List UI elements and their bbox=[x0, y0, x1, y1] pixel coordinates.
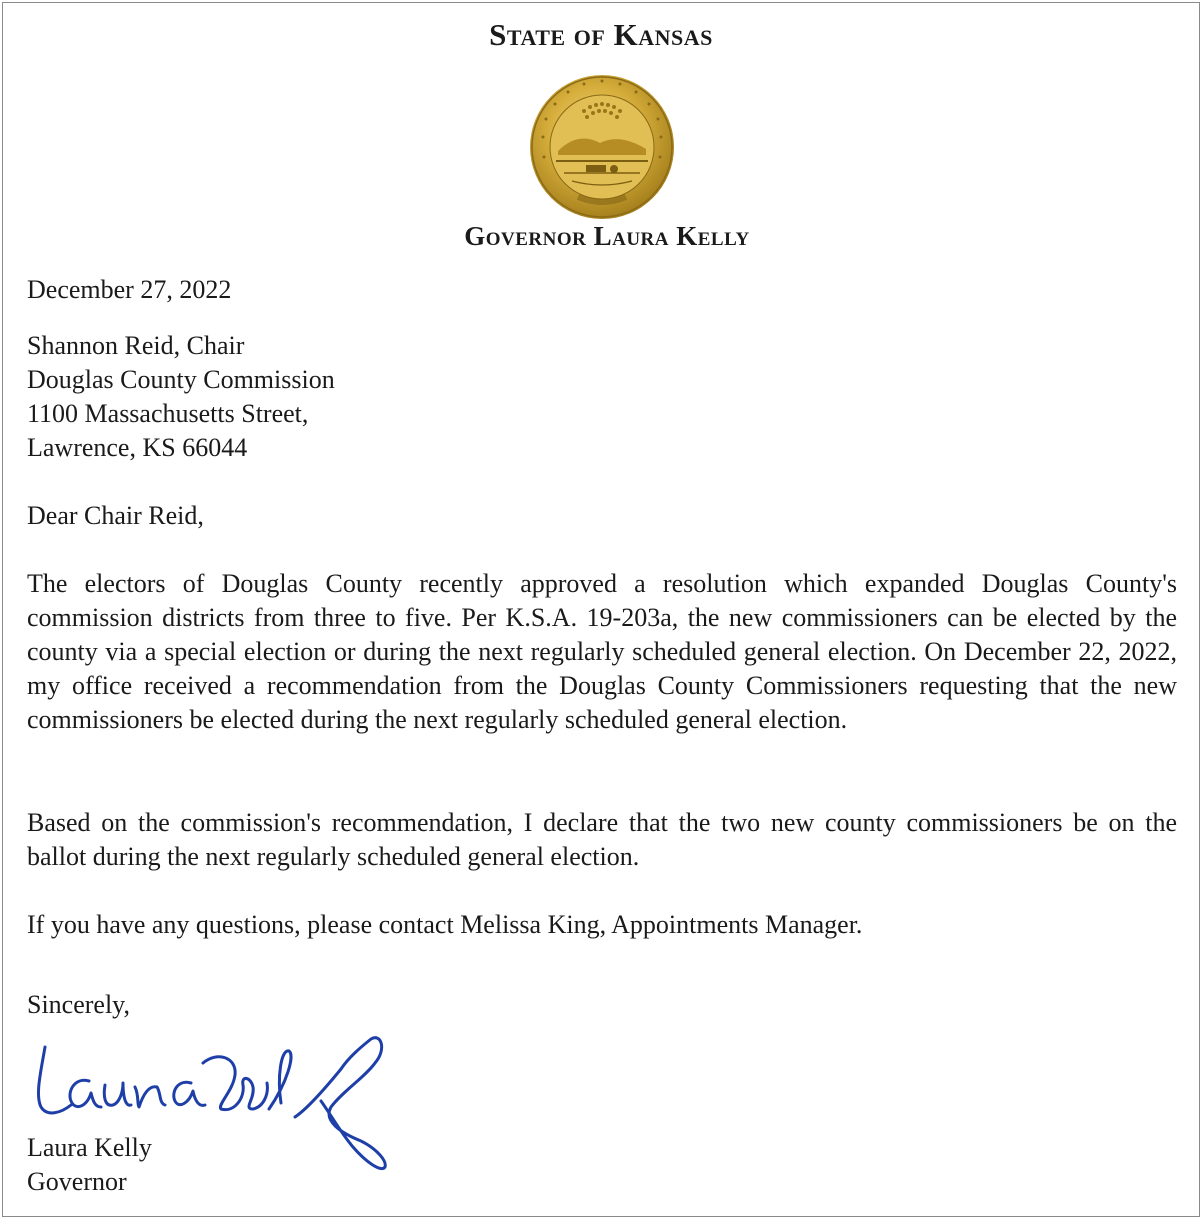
body-paragraph: If you have any questions, please contact Melissa King, Appointments Manager. bbox=[27, 910, 863, 939]
letter-date: December 27, 2022 bbox=[27, 275, 232, 304]
body-paragraph: Based on the commission's recommendation, I declare that the two new county commissioners be on the ballot during the next regularly scheduled general election. bbox=[27, 808, 1177, 871]
signer-name: Laura Kelly bbox=[27, 1133, 152, 1162]
recipient-line: 1100 Massachusetts Street, bbox=[27, 399, 309, 428]
signer-block bbox=[27, 1131, 152, 1199]
recipient-line: Douglas County Commission bbox=[27, 365, 335, 394]
recipient-line: Shannon Reid, Chair bbox=[27, 331, 245, 360]
state-seal-icon bbox=[528, 73, 676, 221]
closing: Sincerely, bbox=[27, 990, 130, 1019]
body-paragraph: The electors of Douglas County recently approved a resolution which expanded Douglas County's commission districts from three to five. Per K.S.A. 19-203a, the new commissioners can be elected by the county via a special election or during the next regularly scheduled general election. On December 22, 2022, my office received a recommendation from the Douglas County Commissioners requesting that the new commissioners be elected during the next regularly scheduled general election. bbox=[27, 569, 1177, 734]
signer-title: Governor bbox=[27, 1167, 127, 1196]
letterhead-governor: Governor Laura Kelly bbox=[464, 221, 750, 251]
letterhead-state: State of Kansas bbox=[489, 17, 713, 52]
salutation: Dear Chair Reid, bbox=[27, 501, 204, 530]
recipient-address bbox=[27, 329, 335, 465]
recipient-line: Lawrence, KS 66044 bbox=[27, 433, 248, 462]
letter-page bbox=[2, 2, 1200, 1217]
